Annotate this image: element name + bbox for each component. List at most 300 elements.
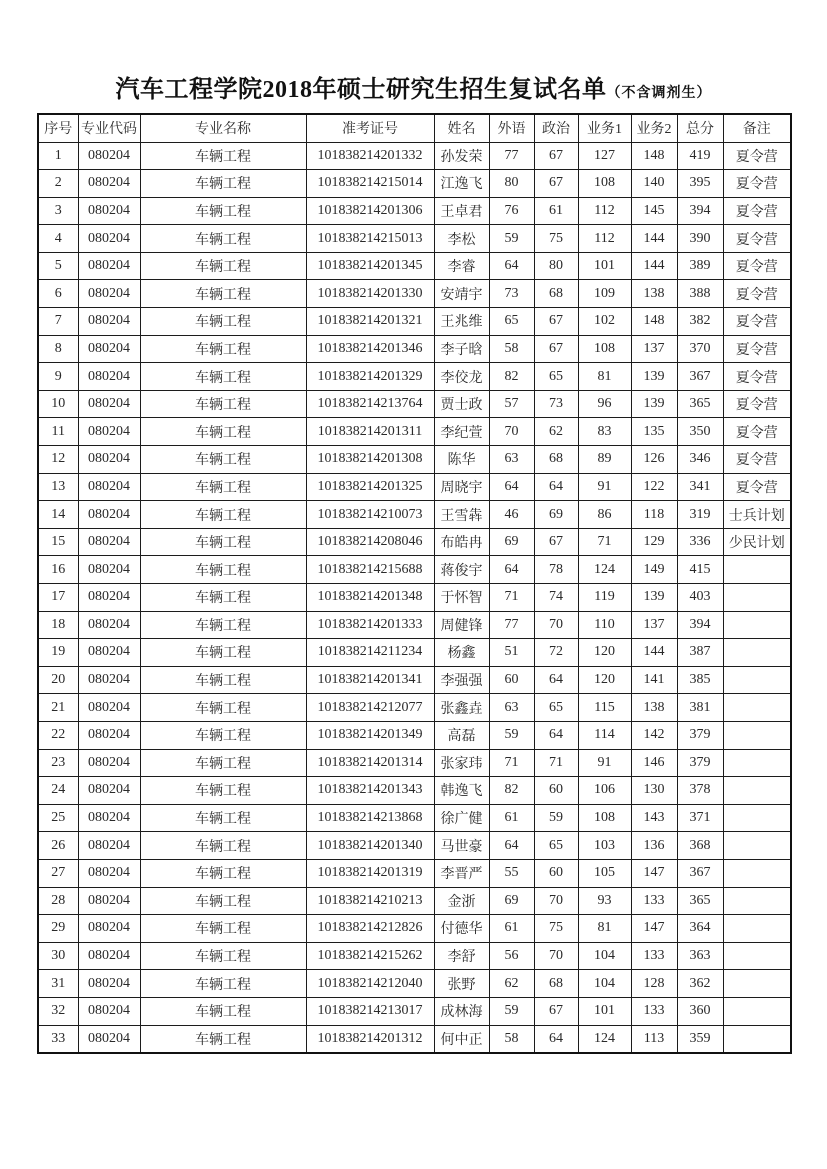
cell-remark <box>723 804 791 832</box>
table-row <box>38 363 791 391</box>
column-header-major-code: 专业代码 <box>78 114 140 142</box>
roster-table <box>37 113 792 1054</box>
cell-name: 张鑫垚 <box>434 694 489 722</box>
cell-name: 安靖宇 <box>434 280 489 308</box>
column-header-total: 总分 <box>677 114 723 142</box>
cell-index: 20 <box>38 666 78 694</box>
cell-business1: 115 <box>578 694 631 722</box>
cell-name: 高磊 <box>434 721 489 749</box>
cell-ticket-no: 101838214201343 <box>306 777 434 805</box>
table-row <box>38 859 791 887</box>
cell-business1: 71 <box>578 528 631 556</box>
cell-major-name: 车辆工程 <box>140 804 306 832</box>
cell-business1: 108 <box>578 804 631 832</box>
cell-politics: 75 <box>534 225 578 253</box>
cell-total: 394 <box>677 611 723 639</box>
cell-name: 布皓冉 <box>434 528 489 556</box>
cell-name: 王雪犇 <box>434 501 489 529</box>
cell-major-name: 车辆工程 <box>140 749 306 777</box>
cell-business2: 149 <box>631 556 677 584</box>
cell-index: 12 <box>38 446 78 474</box>
cell-foreign-lang: 77 <box>489 611 534 639</box>
cell-business2: 133 <box>631 997 677 1025</box>
cell-politics: 69 <box>534 501 578 529</box>
cell-business1: 120 <box>578 639 631 667</box>
cell-remark <box>723 721 791 749</box>
cell-business1: 83 <box>578 418 631 446</box>
cell-major-code: 080204 <box>78 252 140 280</box>
cell-major-name: 车辆工程 <box>140 197 306 225</box>
cell-index: 7 <box>38 308 78 336</box>
cell-ticket-no: 101838214210213 <box>306 887 434 915</box>
cell-major-name: 车辆工程 <box>140 970 306 998</box>
cell-remark: 士兵计划 <box>723 501 791 529</box>
cell-index: 27 <box>38 859 78 887</box>
cell-total: 415 <box>677 556 723 584</box>
cell-major-code: 080204 <box>78 225 140 253</box>
cell-major-name: 车辆工程 <box>140 556 306 584</box>
cell-ticket-no: 101838214201325 <box>306 473 434 501</box>
cell-politics: 68 <box>534 280 578 308</box>
cell-business1: 89 <box>578 446 631 474</box>
cell-business2: 144 <box>631 252 677 280</box>
cell-business1: 124 <box>578 1025 631 1053</box>
table-row <box>38 694 791 722</box>
cell-index: 2 <box>38 170 78 198</box>
table-row <box>38 170 791 198</box>
cell-name: 王卓君 <box>434 197 489 225</box>
cell-index: 13 <box>38 473 78 501</box>
cell-remark <box>723 777 791 805</box>
column-header-foreign-lang: 外语 <box>489 114 534 142</box>
table-row <box>38 997 791 1025</box>
cell-name: 何中正 <box>434 1025 489 1053</box>
cell-remark <box>723 639 791 667</box>
cell-index: 4 <box>38 225 78 253</box>
cell-business2: 126 <box>631 446 677 474</box>
cell-remark: 夏令营 <box>723 390 791 418</box>
cell-business1: 120 <box>578 666 631 694</box>
cell-remark: 夏令营 <box>723 418 791 446</box>
cell-ticket-no: 101838214211234 <box>306 639 434 667</box>
cell-name: 李强强 <box>434 666 489 694</box>
cell-ticket-no: 101838214201308 <box>306 446 434 474</box>
cell-remark <box>723 556 791 584</box>
cell-business1: 119 <box>578 584 631 612</box>
cell-politics: 68 <box>534 970 578 998</box>
cell-total: 378 <box>677 777 723 805</box>
cell-business2: 129 <box>631 528 677 556</box>
cell-major-name: 车辆工程 <box>140 473 306 501</box>
cell-ticket-no: 101838214201341 <box>306 666 434 694</box>
cell-total: 363 <box>677 942 723 970</box>
cell-business1: 93 <box>578 887 631 915</box>
cell-remark: 夏令营 <box>723 252 791 280</box>
table-row <box>38 584 791 612</box>
cell-politics: 59 <box>534 804 578 832</box>
cell-index: 10 <box>38 390 78 418</box>
cell-politics: 67 <box>534 335 578 363</box>
cell-politics: 65 <box>534 832 578 860</box>
cell-business1: 114 <box>578 721 631 749</box>
cell-total: 367 <box>677 859 723 887</box>
cell-business2: 133 <box>631 887 677 915</box>
cell-index: 17 <box>38 584 78 612</box>
cell-ticket-no: 101838214208046 <box>306 528 434 556</box>
cell-politics: 60 <box>534 777 578 805</box>
cell-remark <box>723 997 791 1025</box>
cell-foreign-lang: 77 <box>489 142 534 170</box>
cell-business2: 128 <box>631 970 677 998</box>
cell-politics: 73 <box>534 390 578 418</box>
cell-ticket-no: 101838214201311 <box>306 418 434 446</box>
cell-total: 368 <box>677 832 723 860</box>
cell-name: 成林海 <box>434 997 489 1025</box>
cell-total: 341 <box>677 473 723 501</box>
cell-business2: 143 <box>631 804 677 832</box>
cell-politics: 78 <box>534 556 578 584</box>
cell-business2: 135 <box>631 418 677 446</box>
cell-remark: 夏令营 <box>723 446 791 474</box>
cell-politics: 67 <box>534 142 578 170</box>
cell-remark <box>723 694 791 722</box>
cell-total: 359 <box>677 1025 723 1053</box>
cell-remark <box>723 832 791 860</box>
cell-business2: 141 <box>631 666 677 694</box>
cell-ticket-no: 101838214201332 <box>306 142 434 170</box>
cell-major-name: 车辆工程 <box>140 832 306 860</box>
roster-table-body <box>38 142 791 1053</box>
cell-politics: 65 <box>534 363 578 391</box>
cell-politics: 71 <box>534 749 578 777</box>
cell-business1: 104 <box>578 942 631 970</box>
cell-name: 金浙 <box>434 887 489 915</box>
cell-major-code: 080204 <box>78 584 140 612</box>
cell-business1: 127 <box>578 142 631 170</box>
cell-index: 11 <box>38 418 78 446</box>
table-row <box>38 142 791 170</box>
cell-business2: 138 <box>631 280 677 308</box>
cell-foreign-lang: 59 <box>489 997 534 1025</box>
table-row <box>38 832 791 860</box>
cell-business2: 133 <box>631 942 677 970</box>
column-header-remark: 备注 <box>723 114 791 142</box>
cell-total: 382 <box>677 308 723 336</box>
title-note-text: （不含调剂生） <box>606 86 712 101</box>
cell-foreign-lang: 59 <box>489 721 534 749</box>
cell-politics: 67 <box>534 528 578 556</box>
cell-remark: 夏令营 <box>723 142 791 170</box>
cell-politics: 74 <box>534 584 578 612</box>
cell-politics: 80 <box>534 252 578 280</box>
cell-total: 394 <box>677 197 723 225</box>
cell-business2: 138 <box>631 694 677 722</box>
cell-business1: 103 <box>578 832 631 860</box>
cell-major-code: 080204 <box>78 418 140 446</box>
cell-major-code: 080204 <box>78 197 140 225</box>
cell-ticket-no: 101838214215688 <box>306 556 434 584</box>
cell-business2: 136 <box>631 832 677 860</box>
cell-ticket-no: 101838214201346 <box>306 335 434 363</box>
cell-foreign-lang: 69 <box>489 528 534 556</box>
cell-index: 29 <box>38 915 78 943</box>
cell-index: 31 <box>38 970 78 998</box>
cell-major-name: 车辆工程 <box>140 721 306 749</box>
cell-major-code: 080204 <box>78 887 140 915</box>
cell-name: 于怀智 <box>434 584 489 612</box>
cell-major-code: 080204 <box>78 915 140 943</box>
cell-name: 李松 <box>434 225 489 253</box>
cell-major-name: 车辆工程 <box>140 611 306 639</box>
cell-total: 387 <box>677 639 723 667</box>
cell-total: 365 <box>677 887 723 915</box>
cell-politics: 70 <box>534 611 578 639</box>
cell-ticket-no: 101838214212826 <box>306 915 434 943</box>
cell-business2: 147 <box>631 859 677 887</box>
cell-foreign-lang: 56 <box>489 942 534 970</box>
cell-ticket-no: 101838214210073 <box>306 501 434 529</box>
cell-business2: 137 <box>631 335 677 363</box>
cell-ticket-no: 101838214201333 <box>306 611 434 639</box>
cell-major-code: 080204 <box>78 308 140 336</box>
cell-business1: 102 <box>578 308 631 336</box>
cell-major-code: 080204 <box>78 804 140 832</box>
cell-index: 3 <box>38 197 78 225</box>
cell-index: 14 <box>38 501 78 529</box>
cell-major-name: 车辆工程 <box>140 997 306 1025</box>
cell-business2: 139 <box>631 390 677 418</box>
cell-politics: 61 <box>534 197 578 225</box>
cell-business1: 91 <box>578 473 631 501</box>
cell-index: 16 <box>38 556 78 584</box>
cell-politics: 75 <box>534 915 578 943</box>
cell-remark <box>723 584 791 612</box>
cell-total: 388 <box>677 280 723 308</box>
cell-ticket-no: 101838214201345 <box>306 252 434 280</box>
table-row <box>38 473 791 501</box>
cell-major-name: 车辆工程 <box>140 666 306 694</box>
cell-ticket-no: 101838214215014 <box>306 170 434 198</box>
table-row <box>38 915 791 943</box>
cell-business2: 140 <box>631 170 677 198</box>
cell-foreign-lang: 59 <box>489 225 534 253</box>
cell-remark <box>723 887 791 915</box>
cell-business1: 112 <box>578 197 631 225</box>
cell-foreign-lang: 51 <box>489 639 534 667</box>
cell-major-name: 车辆工程 <box>140 446 306 474</box>
cell-total: 336 <box>677 528 723 556</box>
cell-major-name: 车辆工程 <box>140 887 306 915</box>
cell-foreign-lang: 76 <box>489 197 534 225</box>
cell-total: 371 <box>677 804 723 832</box>
cell-politics: 60 <box>534 859 578 887</box>
table-row <box>38 970 791 998</box>
cell-major-name: 车辆工程 <box>140 170 306 198</box>
cell-major-code: 080204 <box>78 970 140 998</box>
cell-major-code: 080204 <box>78 556 140 584</box>
cell-major-name: 车辆工程 <box>140 915 306 943</box>
cell-business1: 81 <box>578 915 631 943</box>
cell-major-name: 车辆工程 <box>140 280 306 308</box>
cell-business2: 148 <box>631 308 677 336</box>
cell-total: 360 <box>677 997 723 1025</box>
table-row <box>38 556 791 584</box>
cell-business2: 122 <box>631 473 677 501</box>
cell-name: 张野 <box>434 970 489 998</box>
cell-name: 孙发荣 <box>434 142 489 170</box>
cell-remark <box>723 915 791 943</box>
table-row <box>38 777 791 805</box>
cell-politics: 67 <box>534 997 578 1025</box>
cell-major-code: 080204 <box>78 1025 140 1053</box>
cell-foreign-lang: 64 <box>489 832 534 860</box>
cell-ticket-no: 101838214213868 <box>306 804 434 832</box>
cell-name: 李晋严 <box>434 859 489 887</box>
cell-ticket-no: 101838214201340 <box>306 832 434 860</box>
cell-ticket-no: 101838214201321 <box>306 308 434 336</box>
cell-index: 26 <box>38 832 78 860</box>
cell-business1: 96 <box>578 390 631 418</box>
cell-foreign-lang: 63 <box>489 446 534 474</box>
cell-total: 419 <box>677 142 723 170</box>
cell-politics: 67 <box>534 170 578 198</box>
cell-major-name: 车辆工程 <box>140 418 306 446</box>
cell-name: 李子晗 <box>434 335 489 363</box>
cell-business1: 81 <box>578 363 631 391</box>
column-header-business2: 业务2 <box>631 114 677 142</box>
table-row <box>38 418 791 446</box>
column-header-name: 姓名 <box>434 114 489 142</box>
table-row <box>38 639 791 667</box>
cell-total: 379 <box>677 749 723 777</box>
cell-ticket-no: 101838214212040 <box>306 970 434 998</box>
table-row <box>38 446 791 474</box>
cell-name: 李佼龙 <box>434 363 489 391</box>
cell-major-code: 080204 <box>78 528 140 556</box>
column-header-politics: 政治 <box>534 114 578 142</box>
cell-foreign-lang: 64 <box>489 473 534 501</box>
cell-remark: 夏令营 <box>723 335 791 363</box>
cell-total: 403 <box>677 584 723 612</box>
cell-business2: 118 <box>631 501 677 529</box>
cell-index: 25 <box>38 804 78 832</box>
cell-major-name: 车辆工程 <box>140 363 306 391</box>
cell-business1: 86 <box>578 501 631 529</box>
table-row <box>38 501 791 529</box>
cell-politics: 64 <box>534 473 578 501</box>
table-row <box>38 528 791 556</box>
cell-politics: 65 <box>534 694 578 722</box>
cell-major-name: 车辆工程 <box>140 859 306 887</box>
cell-total: 381 <box>677 694 723 722</box>
cell-ticket-no: 101838214215013 <box>306 225 434 253</box>
column-header-index: 序号 <box>38 114 78 142</box>
cell-total: 379 <box>677 721 723 749</box>
cell-business1: 104 <box>578 970 631 998</box>
cell-politics: 72 <box>534 639 578 667</box>
cell-remark <box>723 859 791 887</box>
cell-business2: 139 <box>631 584 677 612</box>
cell-major-code: 080204 <box>78 446 140 474</box>
cell-ticket-no: 101838214201306 <box>306 197 434 225</box>
cell-index: 28 <box>38 887 78 915</box>
cell-major-code: 080204 <box>78 335 140 363</box>
cell-index: 18 <box>38 611 78 639</box>
cell-index: 21 <box>38 694 78 722</box>
cell-index: 1 <box>38 142 78 170</box>
table-row <box>38 721 791 749</box>
cell-business2: 113 <box>631 1025 677 1053</box>
table-row <box>38 749 791 777</box>
table-header-row <box>38 114 791 142</box>
cell-remark <box>723 970 791 998</box>
cell-politics: 64 <box>534 1025 578 1053</box>
cell-business1: 108 <box>578 170 631 198</box>
cell-remark: 少民计划 <box>723 528 791 556</box>
cell-foreign-lang: 60 <box>489 666 534 694</box>
cell-major-code: 080204 <box>78 777 140 805</box>
cell-politics: 64 <box>534 666 578 694</box>
cell-remark <box>723 942 791 970</box>
cell-total: 389 <box>677 252 723 280</box>
cell-foreign-lang: 46 <box>489 501 534 529</box>
table-row <box>38 308 791 336</box>
cell-name: 张家玮 <box>434 749 489 777</box>
cell-foreign-lang: 63 <box>489 694 534 722</box>
cell-name: 马世豪 <box>434 832 489 860</box>
cell-remark: 夏令营 <box>723 308 791 336</box>
cell-major-code: 080204 <box>78 749 140 777</box>
cell-total: 364 <box>677 915 723 943</box>
cell-major-code: 080204 <box>78 170 140 198</box>
column-header-business1: 业务1 <box>578 114 631 142</box>
cell-business1: 106 <box>578 777 631 805</box>
cell-index: 32 <box>38 997 78 1025</box>
cell-major-code: 080204 <box>78 859 140 887</box>
cell-politics: 67 <box>534 308 578 336</box>
cell-ticket-no: 101838214201349 <box>306 721 434 749</box>
cell-total: 319 <box>677 501 723 529</box>
table-row <box>38 666 791 694</box>
cell-foreign-lang: 61 <box>489 915 534 943</box>
cell-major-code: 080204 <box>78 501 140 529</box>
cell-business1: 105 <box>578 859 631 887</box>
table-row <box>38 390 791 418</box>
cell-business2: 145 <box>631 197 677 225</box>
cell-major-code: 080204 <box>78 142 140 170</box>
cell-major-name: 车辆工程 <box>140 528 306 556</box>
cell-major-code: 080204 <box>78 666 140 694</box>
cell-ticket-no: 101838214201348 <box>306 584 434 612</box>
cell-major-name: 车辆工程 <box>140 308 306 336</box>
cell-foreign-lang: 58 <box>489 335 534 363</box>
table-row <box>38 225 791 253</box>
cell-index: 6 <box>38 280 78 308</box>
cell-major-code: 080204 <box>78 280 140 308</box>
cell-foreign-lang: 64 <box>489 252 534 280</box>
cell-remark: 夏令营 <box>723 197 791 225</box>
cell-total: 362 <box>677 970 723 998</box>
cell-business2: 147 <box>631 915 677 943</box>
cell-index: 22 <box>38 721 78 749</box>
cell-major-name: 车辆工程 <box>140 694 306 722</box>
cell-major-code: 080204 <box>78 942 140 970</box>
cell-business2: 146 <box>631 749 677 777</box>
table-row <box>38 280 791 308</box>
cell-total: 365 <box>677 390 723 418</box>
cell-name: 韩逸飞 <box>434 777 489 805</box>
cell-name: 李睿 <box>434 252 489 280</box>
